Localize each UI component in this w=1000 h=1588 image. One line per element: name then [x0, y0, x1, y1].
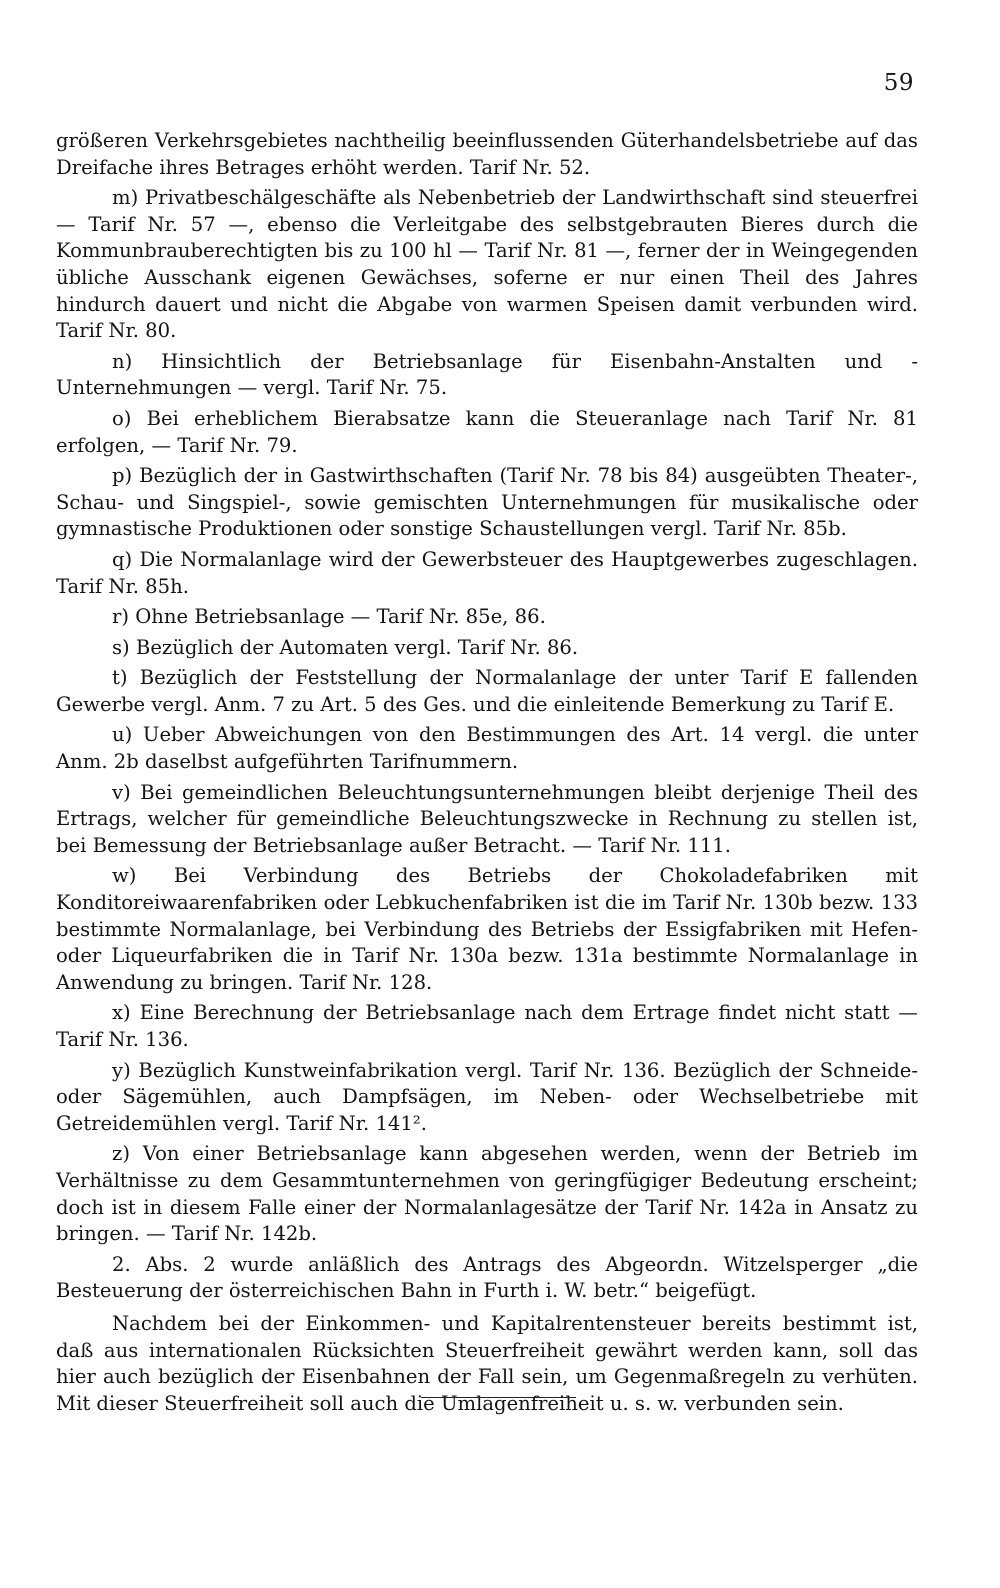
paragraph-w: w) Bei Verbindung des Betriebs der Chokoladefabriken mit Konditoreiwaarenfabriken oder Lebkuchenfabriken ist die im Tarif Nr. 130b bezw. 133 bestimmte Normalanlage, bei Verbindung des Betriebs der Essigfabriken mit Hefen- oder Liqueurfabriken die in Tarif Nr. 130a bezw. 131a bestimmte Normalanlage in Anwendung zu bringen. Tarif Nr. 128.: [56, 864, 918, 994]
paragraph-q: q) Die Normalanlage wird der Gewerbsteuer des Hauptgewerbes zugeschlagen. Tarif Nr. 85h.: [56, 547, 918, 598]
paragraph-u: u) Ueber Abweichungen von den Bestimmungen des Art. 14 vergl. die unter Anm. 2b daselbst aufgeführten Tarifnummern.: [56, 723, 918, 774]
paragraph-p: p) Bezüglich der in Gastwirthschaften (Tarif Nr. 78 bis 84) ausgeübten Theater-, Schau- und Singspiel-, sowie gemischten Unternehmungen für musikalische oder gymnastische Produktionen oder sonstige Schaustellungen vergl. Tarif Nr. 85b.: [56, 464, 918, 541]
paragraph-y: y) Bezüglich Kunstweinfabrikation vergl. Tarif Nr. 136. Bezüglich der Schneide- oder Sägemühlen, auch Dampfsägen, im Neben- oder Wechselbetriebe mit Getreidemühlen vergl. Tarif Nr. 141².: [56, 1058, 918, 1135]
body-text: [56, 128, 918, 1421]
paragraph-abs-2: 2. Abs. 2 wurde anläßlich des Antrags des Abgeordn. Witzelsperger „die Besteuerung der österreichischen Bahn in Furth i. W. betr.“ beigefügt.: [56, 1252, 918, 1303]
paragraph-t: t) Bezüglich der Feststellung der Normalanlage der unter Tarif E fallenden Gewerbe vergl. Anm. 7 zu Art. 5 des Ges. und die einleitende Bemerkung zu Tarif E.: [56, 666, 918, 716]
page-number: 59: [883, 70, 914, 96]
paragraph-o: o) Bei erheblichem Bierabsatze kann die Steueranlage nach Tarif Nr. 81 erfolgen, — Tarif Nr. 79.: [56, 406, 918, 457]
paragraph-n: n) Hinsichtlich der Betriebsanlage für Eisenbahn-Anstalten und -Unternehmungen — vergl. Tarif Nr. 75.: [56, 349, 918, 400]
paragraph-continuation: größeren Verkehrsgebietes nachtheilig beeinflussenden Güterhandelsbetriebe auf das Dreifache ihres Betrages erhöht werden. Tarif Nr. 52.: [56, 129, 918, 179]
end-rule: [421, 1397, 576, 1398]
paragraph-m: m) Privatbeschälgeschäfte als Nebenbetrieb der Landwirthschaft sind steuerfrei — Tarif Nr. 57 —, ebenso die Verleitgabe des selbstgebrauten Bieres durch die Kommunbrauberechtigten bis zu 100 hl — Tarif Nr. 81 —, ferner der in Weingegenden übliche Ausschank eigenen Gewächses, soferne er nur einen Theil des Jahres hindurch dauert und nicht die Abgabe von warmen Speisen damit verbunden wird. Tarif Nr. 80.: [56, 186, 918, 343]
paragraph-x: x) Eine Berechnung der Betriebsanlage nach dem Ertrage findet nicht statt — Tarif Nr. 136.: [56, 1001, 918, 1051]
paragraph-r: r) Ohne Betriebsanlage — Tarif Nr. 85e, 86.: [112, 605, 546, 629]
paragraph-s: s) Bezüglich der Automaten vergl. Tarif Nr. 86.: [112, 635, 579, 659]
paragraph-z: z) Von einer Betriebsanlage kann abgesehen werden, wenn der Betrieb im Verhältnisse zu dem Gesammtunternehmen von geringfügiger Bedeutung erscheint; doch ist in diesem Falle einer der Normalanlagesätze der Tarif Nr. 142a in Ansatz zu bringen. — Tarif Nr. 142b.: [56, 1142, 918, 1246]
paragraph-v: v) Bei gemeindlichen Beleuchtungsunternehmungen bleibt derjenige Theil des Ertrags, welcher für gemeindliche Beleuchtungszwecke in Rechnung zu stellen ist, bei Bemessung der Betriebsanlage außer Betracht. — Tarif Nr. 111.: [56, 780, 918, 857]
paragraph-closing: Nachdem bei der Einkommen- und Kapitalrentensteuer bereits bestimmt ist, daß aus internationalen Rücksichten Steuerfreiheit gewährt werden kann, soll das hier auch bezüglich der Eisenbahnen der Fall sein, um Gegenmaßregeln zu verhüten. Mit dieser Steuerfreiheit soll auch die Umlagenfreiheit u. s. w. verbunden sein.: [56, 1311, 918, 1415]
